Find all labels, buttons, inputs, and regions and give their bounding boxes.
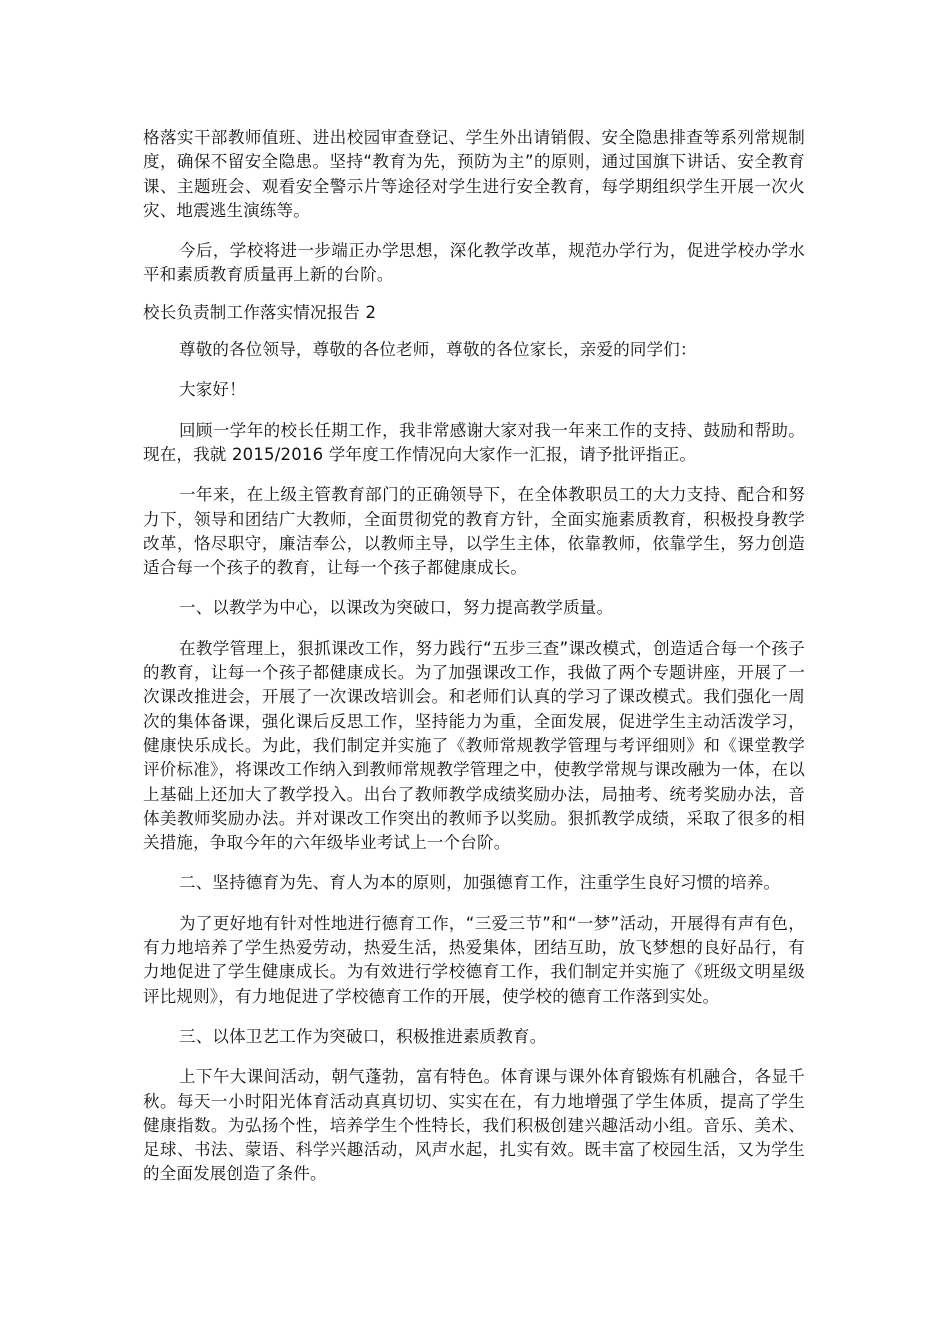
body-paragraph: 在教学管理上，狠抓课改工作，努力践行“五步三查”课改模式，创造适合每一个孩子的教育，让每一个孩子都健康成长。为了加强课改工作，我做了两个专题讲座，开展了一次课改推进会，开展了一次课改培训会。和老师们认真的学习了课改模式。我们强化一周次的集体备课，强化课后反思工作，坚持能力为重，全面发展，促进学生主动活泼学习，健康快乐成长。为此，我们制定并实施了《教师常规教学管理与考评细则》和《课堂教学评价标准》，将课改工作纳入到教师常规教学管理之中，使教学常规与课改融为一体，在以上基础上还加大了教学投入。出台了教师教学成绩奖励办法，局抽考、统考奖励办法，音体美教师奖励办法。并对课改工作突出的教师予以奖励。狠抓教学成绩，采取了很多的相关措施，争取今年的六年级毕业考试上一个台阶。 [143,638,805,853]
body-paragraph: 今后，学校将进一步端正办学思想，深化教学改革，规范办学行为，促进学校办学水平和素质教育质量再上新的台阶。 [143,241,805,285]
body-paragraph: 格落实干部教师值班、进出校园审查登记、学生外出请销假、安全隐患排查等系列常规制度，确保不留安全隐患。坚持“教育为先，预防为主”的原则，通过国旗下讲话、安全教育课、主题班会、观看安全警示片等途径对学生进行安全教育，每学期组织学生开展一次火灾、地震逃生演练等。 [143,128,805,220]
body-paragraph: 为了更好地有针对性地进行德育工作，“三爱三节”和“一梦”活动，开展得有声有色，有力地培养了学生热爱劳动，热爱生活，热爱集体，团结互助，放飞梦想的良好品行，有力地促进了学生健康成长。为有效进行学校德育工作，我们制定并实施了《班级文明星级评比规则》，有力地促进了学校德育工作的开展，使学校的德育工作落到实处。 [143,913,805,1006]
section-heading: 二、坚持德育为先、育人为本的原则，加强德育工作，注重学生良好习惯的培养。 [179,873,781,893]
section-heading: 一、以教学为中心，以课改为突破口，努力提高教学质量。 [179,598,614,618]
greeting: 大家好！ [179,380,246,400]
section-heading: 三、以体卫艺工作为突破口，积极推进素质教育。 [179,1026,547,1046]
salutation: 尊敬的各位领导，尊敬的各位老师，尊敬的各位家长，亲爱的同学们： [179,340,697,360]
report-title: 校长负责制工作落实情况报告 2 [143,302,377,322]
body-paragraph: 上下午大课间活动，朝气蓬勃，富有特色。体育课与课外体育锻炼有机融合，各显千秋。每天一小时阳光体育活动真真切切、实实在在，有力地增强了学生体质，提高了学生健康指数。为弘扬个性，培养学生个性特长，我们积极创建兴趣活动小组。音乐、美术、足球、书法、蒙语、科学兴趣活动，风声水起，扎实有效。既丰富了校园生活，又为学生的全面发展创造了条件。 [143,1067,805,1184]
document-page [143,126,805,1187]
body-paragraph: 回顾一学年的校长任期工作，我非常感谢大家对我一年来工作的支持、鼓励和帮助。现在，我就 2015/2016 学年度工作情况向大家作一汇报，请予批评指正。 [143,420,805,464]
body-paragraph: 一年来，在上级主管教育部门的正确领导下，在全体教职员工的大力支持、配合和努力下，领导和团结广大教师，全面贯彻党的教育方针，全面实施素质教育，积极投身教学改革，恪尽职守，廉洁奉公，以教师主导，以学生主体，依靠教师，依靠学生，努力创造适合每一个孩子的教育，让每一个孩子都健康成长。 [143,485,805,578]
